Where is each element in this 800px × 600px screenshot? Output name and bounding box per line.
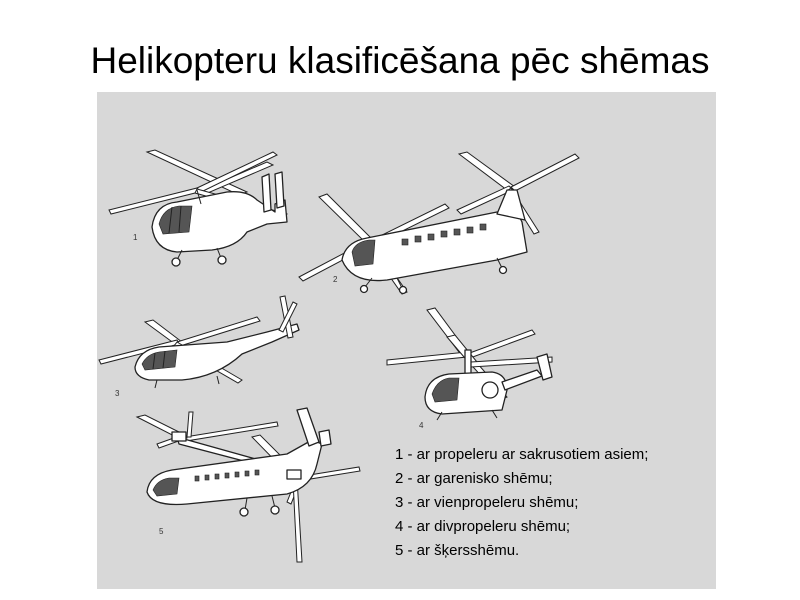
legend bbox=[395, 443, 648, 563]
helicopter-5-number: 5 bbox=[159, 527, 164, 536]
helicopter-figure bbox=[97, 92, 716, 589]
helicopter-1-intermeshing bbox=[109, 150, 287, 266]
helicopter-2-tandem bbox=[299, 152, 579, 294]
legend-item: 2 - ar garenisko shēmu; bbox=[395, 470, 553, 487]
helicopter-3-number: 3 bbox=[115, 389, 120, 398]
helicopter-1-number: 1 bbox=[133, 233, 138, 242]
helicopter-5-transverse bbox=[137, 408, 360, 562]
legend-item: 1 - ar propeleru ar sakrusotiem asiem; bbox=[395, 446, 649, 463]
helicopter-4-coaxial bbox=[387, 308, 552, 430]
helicopter-2-number: 2 bbox=[333, 275, 338, 284]
legend-item: 5 - ar šķersshēmu. bbox=[395, 542, 520, 559]
helicopter-4-number: 4 bbox=[419, 421, 424, 430]
helicopter-3-single-rotor bbox=[99, 296, 299, 398]
legend-item: 3 - ar vienpropeleru shēmu; bbox=[395, 494, 579, 511]
slide-title: Helikopteru klasificēšana pēc shēmas bbox=[90, 40, 710, 81]
legend-item: 4 - ar divpropeleru shēmu; bbox=[395, 518, 571, 535]
